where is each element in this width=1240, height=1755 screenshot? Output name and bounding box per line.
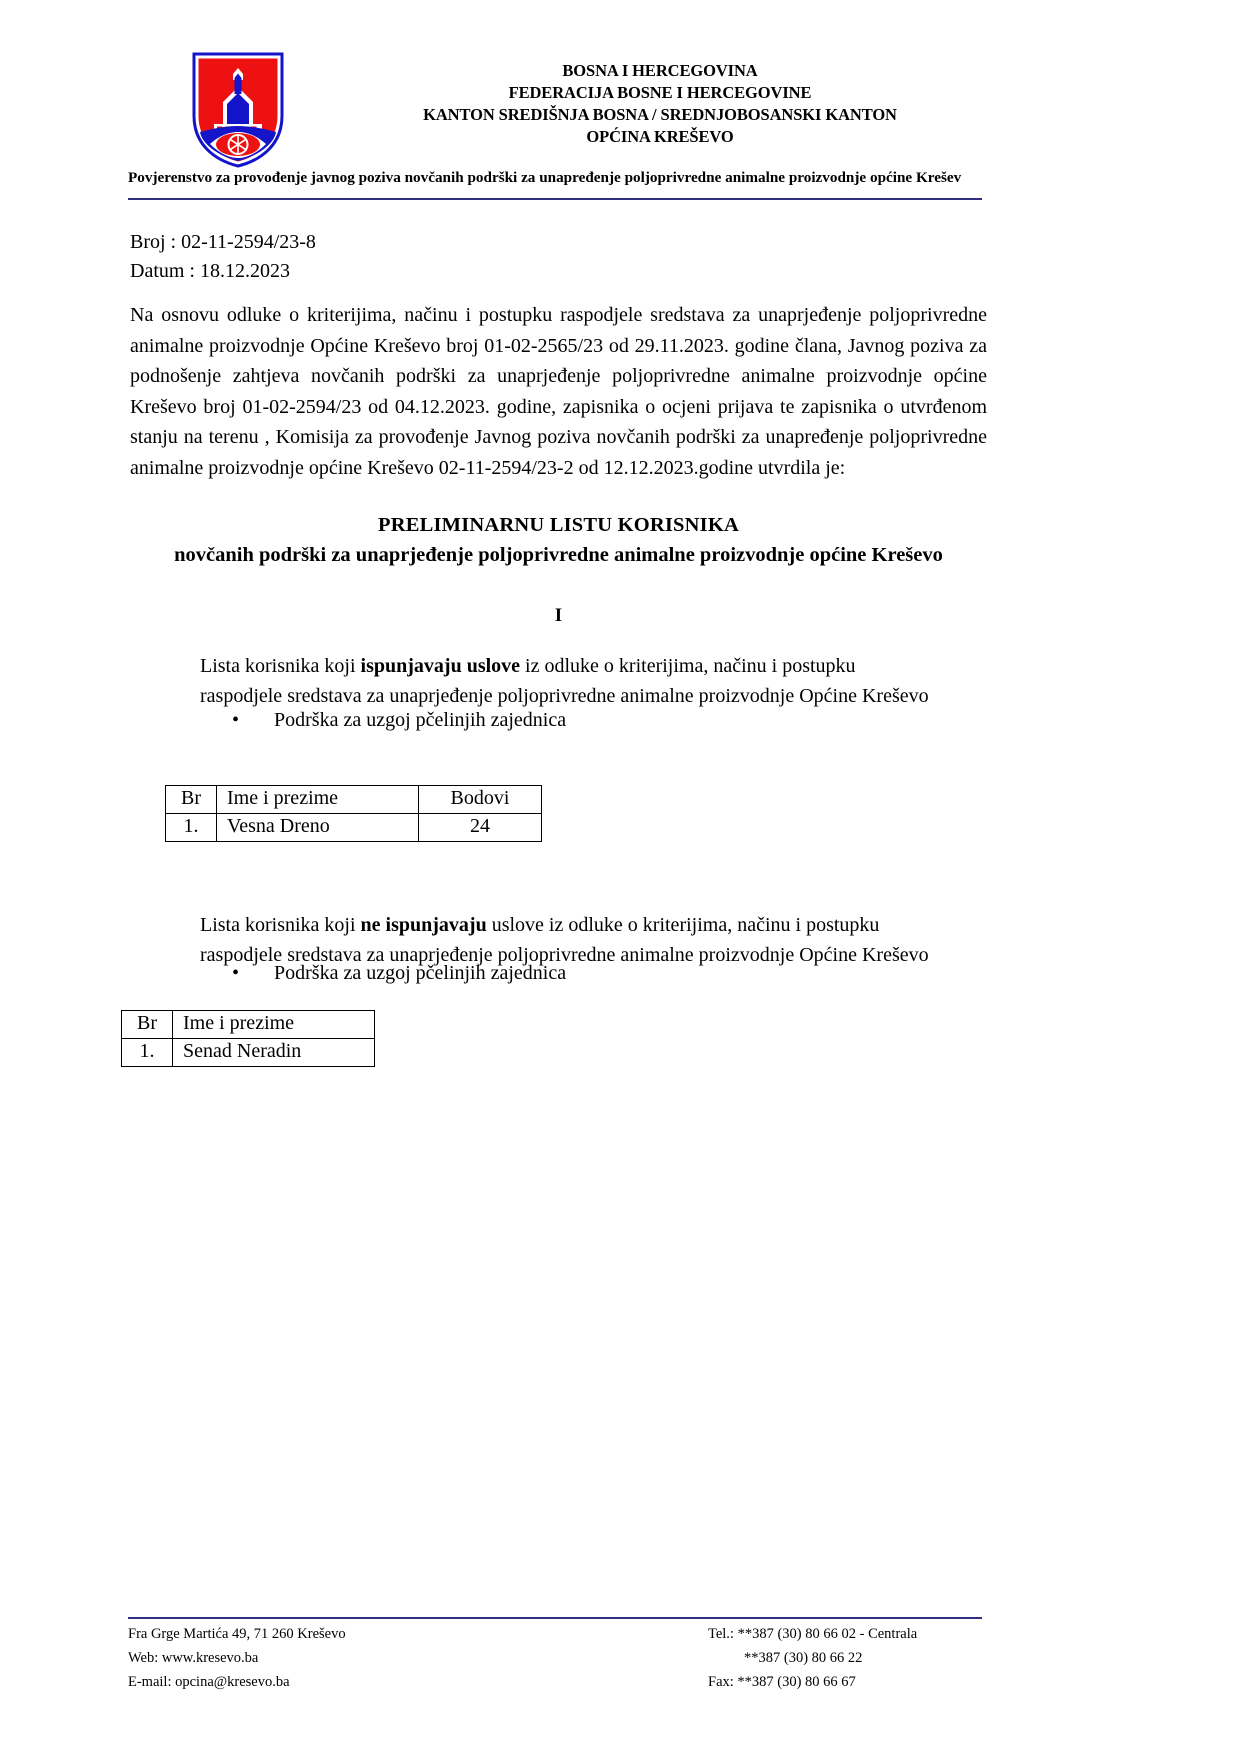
- footer-address: Fra Grge Martića 49, 71 260 Kreševo: [128, 1626, 346, 1642]
- cell-points: 24: [419, 814, 542, 842]
- page-title: [130, 510, 987, 570]
- header-divider: [128, 198, 982, 200]
- ineligible-paragraph-prefix: Lista korisnika koji: [200, 914, 361, 936]
- coat-of-arms-icon: [190, 50, 286, 168]
- page-title-line2: novčanih podrški za unaprjeđenje poljoprivredne animalne proizvodnje općine Kreševo: [174, 544, 943, 566]
- footer-web: Web: www.kresevo.ba: [128, 1650, 259, 1666]
- column-header-br: Br: [166, 786, 217, 814]
- header-line-federation: FEDERACIJA BOSNE I HERCEGOVINE: [508, 83, 812, 102]
- table-header-row: [122, 1011, 375, 1039]
- header-line-municipality: OPĆINA KREŠEVO: [586, 127, 734, 146]
- list-item: [232, 705, 932, 735]
- eligible-table: [165, 785, 542, 842]
- eligible-bullet-list: [232, 705, 932, 735]
- cell-name: Senad Neradin: [173, 1039, 375, 1067]
- page-title-line1: PRELIMINARNU LISTU KORISNIKA: [378, 514, 739, 536]
- footer-divider: [128, 1617, 982, 1619]
- ineligible-bullet-list: [232, 958, 932, 988]
- header-line-country: BOSNA I HERCEGOVINA: [562, 61, 758, 80]
- ineligible-paragraph-suffix: uslove iz odluke o kriterijima, načinu i postupku raspodjele sredstava za unaprjeđenje poljoprivredne animalne proizvodnje Općine Kreševo: [200, 914, 929, 966]
- document-date: Datum : 18.12.2023: [130, 260, 290, 282]
- list-item-label: Podrška za uzgoj pčelinjih zajednica: [274, 709, 567, 731]
- column-header-points: Bodovi: [419, 786, 542, 814]
- column-header-name: Ime i prezime: [217, 786, 419, 814]
- footer-fax: Fax: **387 (30) 80 66 67: [708, 1674, 856, 1690]
- cell-br: 1.: [122, 1039, 173, 1067]
- eligible-paragraph-suffix: iz odluke o kriterijima, načinu i postupku raspodjele sredstava za unaprjeđenje poljoprivredne animalne proizvodnje Općine Kreševo: [200, 655, 929, 707]
- ineligible-table: [121, 1010, 375, 1067]
- intro-paragraph: Na osnovu odluke o kriterijima, načinu i postupku raspodjele sredstava za unaprjeđenje poljoprivredne animalne proizvodnje Općine Kreševo broj 01-02-2565/23 od 29.11.2023. godine člana, Javnog poziva za podnošenje zahtjeva novčanih podrški za unaprjeđenje poljoprivredne animalne proizvodnje općine Kreševo broj 01-02-2594/23 od 04.12.2023. godine, zapisnika o ocjeni prijava te zapisnika o utvrđenom stanju na terenu , Komisija za provođenje Javnog poziva novčanih podrški za unapređenje poljoprivredne animalne proizvodnje općine Kreševo 02-11-2594/23-2 od 12.12.2023.godine utvrdila je:: [130, 304, 987, 479]
- document-number: Broj : 02-11-2594/23-8: [130, 231, 316, 253]
- eligible-paragraph-prefix: Lista korisnika koji: [200, 655, 361, 677]
- commission-subtitle: Povjerenstvo za provođenje javnog poziva novčanih podrški za unapređenje poljoprivredne animalne proizvodnje općine Krešev: [128, 169, 962, 186]
- footer-email: E-mail: opcina@kresevo.ba: [128, 1674, 290, 1690]
- header-title-block: [338, 60, 982, 148]
- bullet-icon: •: [232, 962, 240, 984]
- column-header-name: Ime i prezime: [173, 1011, 375, 1039]
- list-item: [232, 958, 932, 988]
- bullet-icon: •: [232, 709, 240, 731]
- cell-name: Vesna Dreno: [217, 814, 419, 842]
- footer-tel-secondary: **387 (30) 80 66 22: [744, 1650, 863, 1666]
- section-numeral: I: [554, 605, 563, 626]
- table-header-row: [166, 786, 542, 814]
- eligible-paragraph-emphasis: ispunjavaju uslove: [360, 655, 521, 677]
- header-line-canton: KANTON SREDIŠNJA BOSNA / SREDNJOBOSANSKI KANTON: [423, 105, 897, 124]
- ineligible-paragraph-emphasis: ne ispunjavaju: [360, 914, 487, 936]
- cell-br: 1.: [166, 814, 217, 842]
- footer-tel-primary: Tel.: **387 (30) 80 66 02 - Centrala: [708, 1626, 918, 1642]
- footer-contact-left: [128, 1622, 608, 1694]
- list-item-label: Podrška za uzgoj pčelinjih zajednica: [274, 962, 567, 984]
- column-header-br: Br: [122, 1011, 173, 1039]
- eligible-paragraph: [200, 651, 933, 711]
- footer-contact-right: [708, 1622, 1038, 1694]
- reference-block: [130, 228, 316, 286]
- document-header: [128, 42, 982, 172]
- table-row: [122, 1039, 375, 1067]
- table-row: [166, 814, 542, 842]
